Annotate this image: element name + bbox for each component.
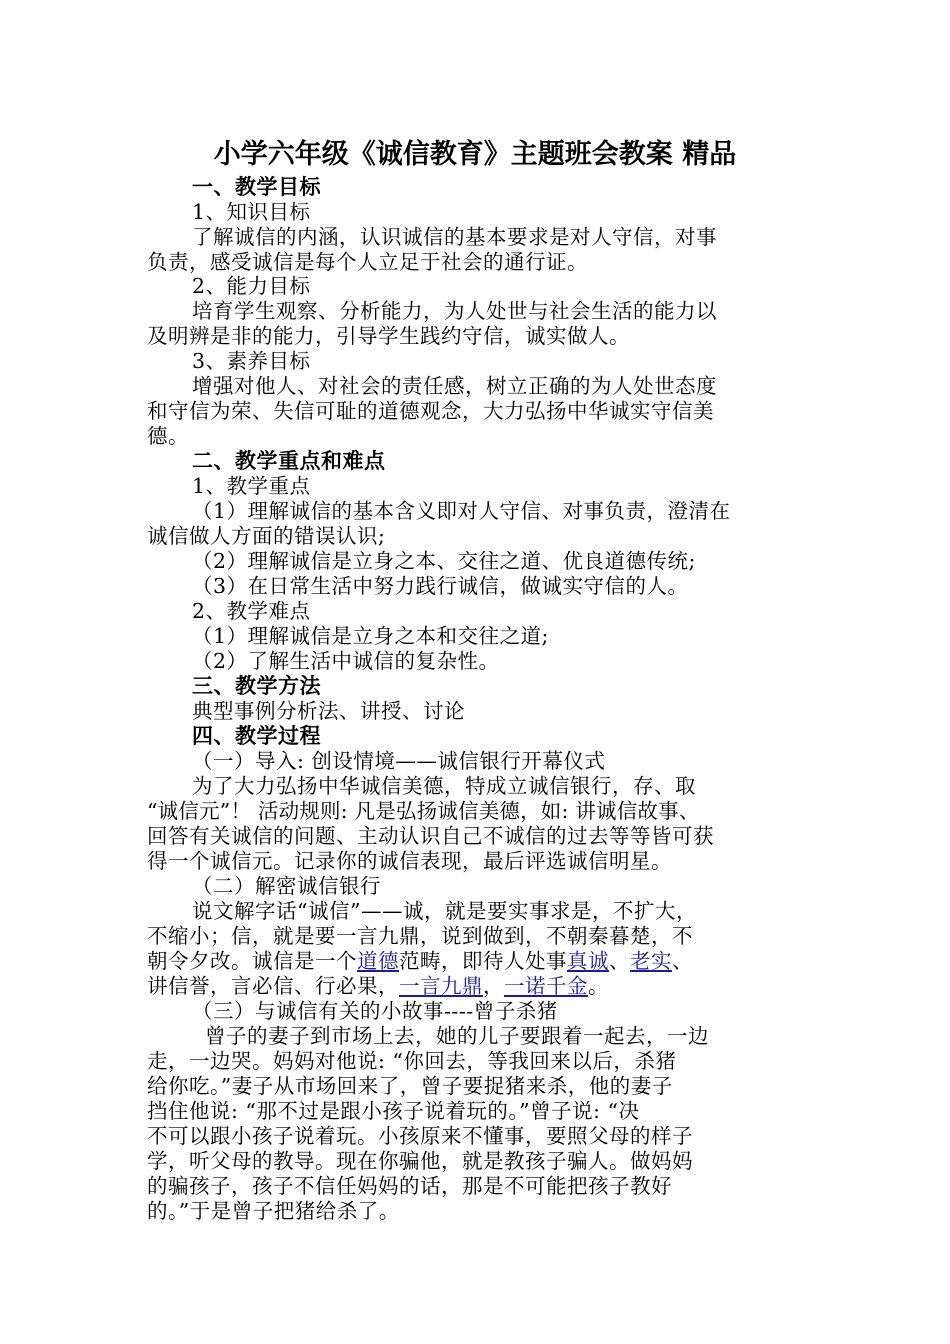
- paragraph-line: 的。”于是曾子把猪给杀了。: [147, 1199, 400, 1223]
- section-heading-objectives: 一、教学目标: [192, 175, 321, 199]
- link-yinuoqianjin[interactable]: 一诺千金: [504, 974, 588, 998]
- paragraph-line: 培育学生观察、分析能力，为人处世与社会生活的能力以: [192, 299, 717, 323]
- text-segment: 、: [609, 949, 630, 973]
- paragraph-line-with-links: [147, 949, 693, 973]
- paragraph-line: 回答有关诚信的问题、主动认识自己不诚信的过去等等皆可获: [147, 824, 714, 848]
- subheading-ability: 2、能力目标: [192, 274, 311, 298]
- paragraph-line: 挡住他说: “那不过是跟小孩子说着玩的。”曾子说: “决: [147, 1099, 640, 1123]
- text-segment: ，: [483, 974, 504, 998]
- paragraph-line: 不缩小；信，就是要一言九鼎，说到做到，不朝秦暮楚，不: [147, 924, 693, 948]
- paragraph-line: 负责，感受诚信是每个人立足于社会的通行证。: [147, 250, 588, 274]
- text-segment: 范畴，即待人处事: [399, 949, 567, 973]
- link-laoshi[interactable]: 老实: [630, 949, 672, 973]
- text-segment: 朝令夕改。诚信是一个: [147, 949, 357, 973]
- text-segment: 讲信誉，言必信、行必果，: [147, 974, 399, 998]
- subsection-decode: （二）解密诚信银行: [192, 874, 381, 898]
- list-item: （2）理解诚信是立身之本、交往之道、优良道德传统;: [192, 549, 696, 573]
- section-heading-methods: 三、教学方法: [192, 674, 321, 698]
- subsection-intro: （一）导入: 创设情境——诚信银行开幕仪式: [192, 749, 606, 773]
- subsection-story: （三）与诚信有关的小故事----曾子杀猪: [192, 999, 558, 1023]
- paragraph-line: 了解诚信的内涵，认识诚信的基本要求是对人守信，对事: [192, 225, 717, 249]
- paragraph-line: 德。: [147, 424, 189, 448]
- list-item-continued: 诚信做人方面的错误认识;: [147, 524, 386, 548]
- methods-text: 典型事例分析法、讲授、讨论: [192, 699, 465, 723]
- paragraph-line: 走，一边哭。妈妈对他说: “你回去，等我回来以后，杀猪: [147, 1049, 677, 1073]
- section-heading-process: 四、教学过程: [192, 724, 321, 748]
- link-zhencheng[interactable]: 真诚: [567, 949, 609, 973]
- document-title: 小学六年级《诚信教育》主题班会教案 精品: [213, 139, 737, 170]
- subheading-literacy: 3、素养目标: [192, 349, 311, 373]
- subheading-key-points: 1、教学重点: [192, 474, 311, 498]
- link-daode[interactable]: 道德: [357, 949, 399, 973]
- paragraph-line: 增强对他人、对社会的责任感，树立正确的为人处世态度: [192, 374, 717, 398]
- list-item: （2）了解生活中诚信的复杂性。: [192, 649, 500, 673]
- paragraph-line: 给你吃。”妻子从市场回来了，曾子要捉猪来杀，他的妻子: [147, 1074, 673, 1098]
- paragraph-line: 和守信为荣、失信可耻的道德观念，大力弘扬中华诚实守信美: [147, 399, 714, 423]
- paragraph-line: 说文解字话“诚信”——诚，就是要实事求是，不扩大，: [192, 899, 697, 923]
- paragraph-line: 得一个诚信元。记录你的诚信表现，最后评选诚信明星。: [147, 849, 672, 873]
- paragraph-line: 学，听父母的教导。现在你骗他，就是教孩子骗人。做妈妈: [147, 1149, 693, 1173]
- paragraph-line: 及明辨是非的能力，引导学生践约守信，诚实做人。: [147, 324, 630, 348]
- list-item: （1）理解诚信的基本含义即对人守信、对事负责，澄清在: [192, 499, 731, 523]
- paragraph-line: “诚信元”！ 活动规则: 凡是弘扬诚信美德，如: 讲诚信故事、: [147, 799, 700, 823]
- list-item: （1）理解诚信是立身之本和交往之道;: [192, 624, 549, 648]
- paragraph-line: 的骗孩子，孩子不信任妈妈的话，那是不可能把孩子教好: [147, 1174, 672, 1198]
- paragraph-line-with-links: [147, 974, 609, 998]
- section-heading-key-points: 二、教学重点和难点: [192, 449, 386, 473]
- link-yiyanjiuding[interactable]: 一言九鼎: [399, 974, 483, 998]
- paragraph-line: 为了大力弘扬中华诚信美德，特成立诚信银行，存、取: [192, 774, 696, 798]
- subheading-difficulties: 2、教学难点: [192, 599, 311, 623]
- text-segment: 。: [588, 974, 609, 998]
- text-segment: 、: [672, 949, 693, 973]
- subheading-knowledge: 1、知识目标: [192, 200, 311, 224]
- paragraph-line: 不可以跟小孩子说着玩。小孩原来不懂事，要照父母的样子: [147, 1124, 693, 1148]
- list-item: （3）在日常生活中努力践行诚信，做诚实守信的人。: [192, 574, 689, 598]
- paragraph-line: 曾子的妻子到市场上去，她的儿子要跟着一起去，一边: [205, 1024, 709, 1048]
